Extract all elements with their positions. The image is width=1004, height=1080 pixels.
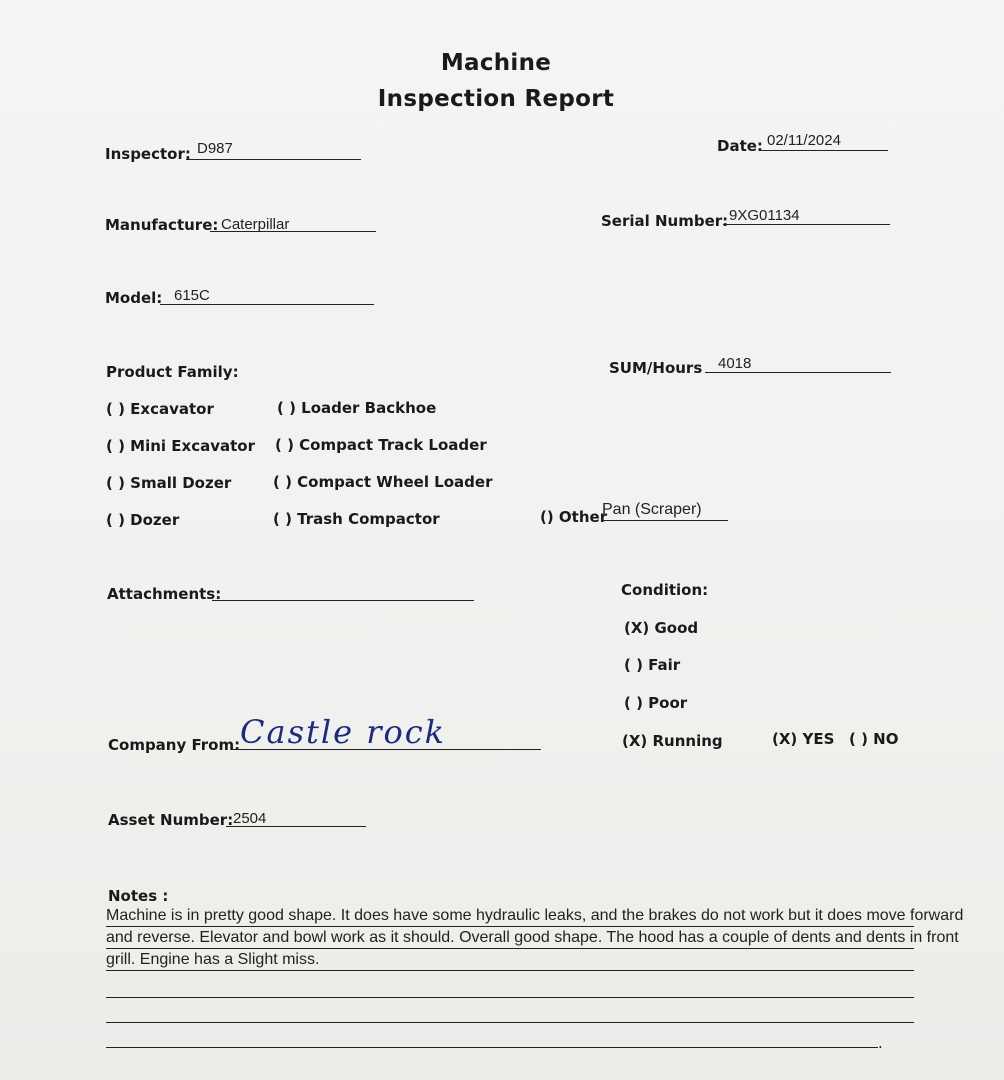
model-value: 615C [174, 287, 210, 304]
manufacture-value: Caterpillar [221, 216, 290, 233]
option-loader-backhoe: ( ) Loader Backhoe [277, 399, 437, 417]
date-label: Date: [717, 137, 763, 155]
condition-fair: ( ) Fair [624, 656, 681, 674]
company-from-handwritten-value: Castle rock [240, 713, 447, 751]
serial-number-underline [723, 224, 890, 225]
asset-number-value: 2504 [233, 810, 267, 827]
notes-label: Notes : [108, 887, 169, 905]
serial-number-label: Serial Number: [601, 212, 729, 230]
notes-line-4 [106, 997, 914, 998]
company-from-label: Company From: [108, 736, 241, 754]
inspector-underline [186, 159, 361, 160]
option-compact-track-loader: ( ) Compact Track Loader [275, 436, 487, 454]
other-value: Pan (Scraper) [602, 501, 702, 518]
manufacture-label: Manufacture: [105, 216, 219, 234]
date-value: 02/11/2024 [767, 132, 841, 149]
model-label: Model: [105, 289, 163, 307]
sum-hours-label: SUM/Hours [609, 359, 703, 377]
product-family-label: Product Family: [106, 363, 239, 381]
option-trash-compactor: ( ) Trash Compactor [273, 510, 440, 528]
condition-running: (X) Running [622, 732, 723, 750]
serial-number-value: 9XG01134 [729, 207, 800, 224]
attachments-label: Attachments: [107, 585, 222, 603]
notes-text: Machine is in pretty good shape. It does have some hydraulic leaks, and the brakes do not work but it does move forward and reverse. Elevator and bowl work as it should. Overall good shape. The hood has a couple of dents and dents in front grill. Engine has a Slight miss. [106, 907, 964, 968]
option-dozer: ( ) Dozer [106, 511, 180, 529]
inspector-value: D987 [197, 140, 233, 157]
notes-line-5 [106, 1022, 914, 1023]
condition-poor: ( ) Poor [624, 694, 688, 712]
model-underline [160, 304, 374, 305]
running-yes: (X) YES [772, 730, 835, 748]
form-title-line1: Machine [440, 50, 552, 76]
notes-line-6 [106, 1047, 878, 1048]
option-mini-excavator: ( ) Mini Excavator [106, 437, 255, 455]
option-excavator: ( ) Excavator [106, 400, 214, 418]
condition-good: (X) Good [624, 619, 699, 637]
inspector-label: Inspector: [105, 145, 191, 163]
notes-end-period: . [878, 1034, 883, 1052]
asset-number-label: Asset Number: [108, 811, 234, 829]
date-underline [760, 150, 888, 151]
other-underline [602, 520, 728, 521]
sum-hours-value: 4018 [718, 355, 752, 372]
attachments-underline [212, 600, 474, 601]
sum-hours-underline [705, 372, 891, 373]
option-small-dozer: ( ) Small Dozer [106, 474, 232, 492]
form-title-line2: Inspection Report [377, 86, 615, 112]
running-no: ( ) NO [849, 730, 899, 748]
condition-label: Condition: [621, 581, 709, 599]
option-other: () Other [540, 508, 608, 526]
option-compact-wheel-loader: ( ) Compact Wheel Loader [273, 473, 493, 491]
